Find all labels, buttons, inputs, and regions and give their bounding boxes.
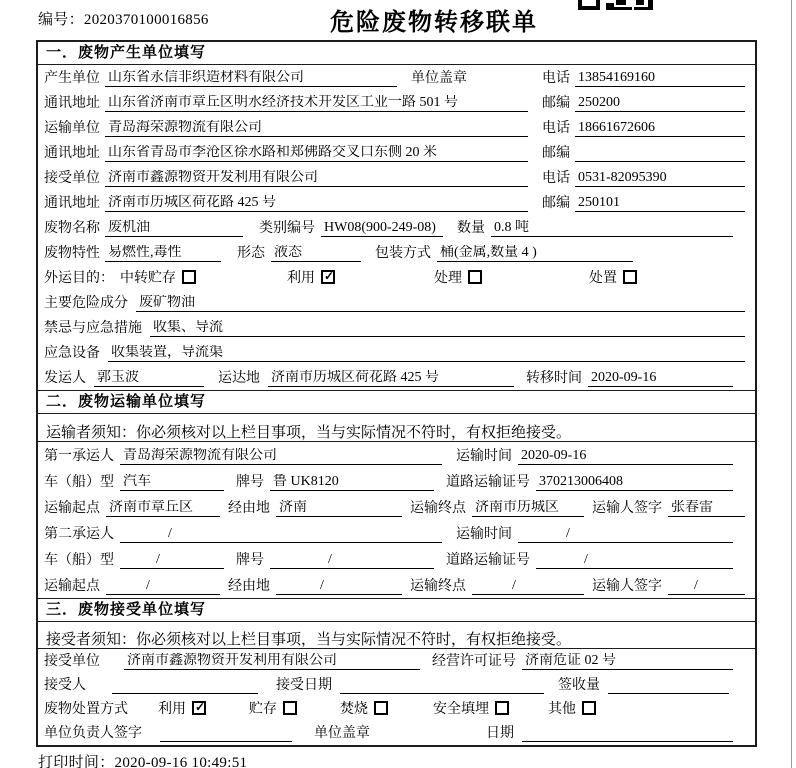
row-address-left xyxy=(44,92,542,112)
row-accept-unit xyxy=(38,649,755,673)
row-disposal-method xyxy=(38,697,755,721)
license-label: 经营许可证号 xyxy=(432,654,516,669)
waste-character-value: 易燃性,毒性 xyxy=(105,245,221,262)
hazard-component-value: 废矿物油 xyxy=(136,295,745,312)
road-permit-2-value: / xyxy=(536,552,733,569)
receiver-address-value: 济南市历城区荷花路 425 号 xyxy=(105,195,528,212)
taboo-measures-label: 禁忌与应急措施 xyxy=(44,321,142,336)
vehicle-type-2-value: / xyxy=(120,552,224,569)
print-time xyxy=(38,751,247,768)
head-signature-value xyxy=(160,726,292,742)
origin-2-value: / xyxy=(106,578,220,595)
transfer-purpose-label: 外运目的： xyxy=(44,271,114,286)
row-waste-name xyxy=(38,215,755,240)
row-second-carrier xyxy=(38,520,755,546)
hazard-component-label: 主要危险成分 xyxy=(44,296,128,311)
document-header xyxy=(0,0,796,40)
second-carrier-label: 第二承运人 xyxy=(44,527,114,542)
producer-address-value: 山东省济南市章丘区明水经济技术开发区工业一路 501 号 xyxy=(105,95,528,112)
road-permit-label: 道路运输证号 xyxy=(446,475,530,490)
packing-value: 桶(金属,数量 4 ) xyxy=(437,245,633,262)
receiver-notice: 接受者须知：你必须核对以上栏目事项，当与实际情况不符时，有权拒绝接受。 xyxy=(38,622,755,649)
row-transfer-purpose xyxy=(38,265,755,290)
plate-number-value: 鲁 UK8120 xyxy=(270,474,434,491)
emergency-equipment-value: 收集装置，导流渠 xyxy=(108,345,745,362)
producer-unit-value: 山东省永信非织造材料有限公司 xyxy=(105,70,397,87)
purpose-option-label: 利用 xyxy=(287,271,315,286)
second-carrier-value: / xyxy=(120,526,442,543)
row-hazard-component xyxy=(38,290,755,315)
physical-form-label: 形态 xyxy=(237,246,265,261)
transport-unit-value: 青岛海荣源物流有限公司 xyxy=(105,120,528,137)
row-shipper xyxy=(38,365,755,390)
receiver-phone-value: 0531-82095390 xyxy=(575,170,745,187)
row-producer-address xyxy=(38,90,755,115)
vehicle-type-label: 车（船）型 xyxy=(44,475,114,490)
waste-name-value: 废机油 xyxy=(105,220,243,237)
transfer-form-table xyxy=(36,40,757,747)
origin-value: 济南市章丘区 xyxy=(106,500,220,517)
via-label: 经由地 xyxy=(228,579,270,594)
row-vehicle-2 xyxy=(38,546,755,572)
accept-date-label: 接受日期 xyxy=(276,678,332,693)
producer-unit-label: 产生单位 xyxy=(44,71,100,86)
accept-date-value xyxy=(340,678,544,694)
address-label: 通讯地址 xyxy=(44,96,100,111)
via-label: 经由地 xyxy=(228,501,270,516)
waste-character-label: 废物特性 xyxy=(44,246,100,261)
checkbox-disposal-landfill xyxy=(496,702,508,714)
disposal-option-landfill xyxy=(433,698,508,718)
producer-phone-value: 13854169160 xyxy=(575,70,745,87)
via-2-value: / xyxy=(276,578,402,595)
purpose-option-recycle xyxy=(287,267,334,287)
vehicle-type-label: 车（船）型 xyxy=(44,553,114,568)
unit-seal-label: 单位盖章 xyxy=(411,71,467,86)
origin-label: 运输起点 xyxy=(44,579,100,594)
disposal-option-label: 贮存 xyxy=(249,702,277,717)
purpose-option-label: 中转贮存 xyxy=(120,271,176,286)
terminus-label: 运输终点 xyxy=(410,501,466,516)
carrier-sign-value: 张春雷 xyxy=(668,500,745,517)
transport-address-value: 山东省青岛市李沧区徐水路和郑佛路交叉口东侧 20 米 xyxy=(105,145,528,162)
zip-label: 邮编 xyxy=(542,96,570,111)
row-waste-character xyxy=(38,240,755,265)
carrier-sign-2-value: / xyxy=(668,578,745,595)
transport-time-label: 运输时间 xyxy=(456,449,512,464)
disposal-option-incinerate xyxy=(340,698,387,718)
checkbox-disposal-other xyxy=(583,702,595,714)
quantity-value: 0.8 吨 xyxy=(491,220,733,237)
first-carrier-label: 第一承运人 xyxy=(44,449,114,464)
destination-label: 运达地 xyxy=(218,371,260,386)
waste-name-label: 废物名称 xyxy=(44,221,100,236)
row-emergency-equipment xyxy=(38,340,755,365)
qr-code-fragment xyxy=(578,0,654,10)
vehicle-type-value: 汽车 xyxy=(120,474,224,491)
packing-label: 包装方式 xyxy=(375,246,431,261)
row-receiver-unit xyxy=(38,165,755,190)
row-route-2 xyxy=(38,572,755,598)
terminus-label: 运输终点 xyxy=(410,579,466,594)
phone-label: 电话 xyxy=(542,171,570,186)
plate-number-label: 牌号 xyxy=(236,475,264,490)
row-head-signature xyxy=(38,721,755,745)
unit-seal-label: 单位盖章 xyxy=(314,726,370,741)
plate-number-2-value: / xyxy=(270,552,434,569)
page-edge-line xyxy=(791,0,792,768)
via-value: 济南 xyxy=(276,500,402,517)
zip-label: 邮编 xyxy=(542,196,570,211)
category-code-value: HW08(900-249-08) xyxy=(321,220,443,237)
row-receiver-address xyxy=(38,190,755,215)
checkbox-disposal-incinerate xyxy=(375,702,387,714)
physical-form-value: 液态 xyxy=(271,245,361,262)
disposal-option-label: 安全填埋 xyxy=(433,702,489,717)
row-acceptor xyxy=(38,673,755,697)
document-title: 危险废物转移联单 xyxy=(330,9,538,36)
row-address-left xyxy=(44,192,542,212)
receiver-zip-value: 250101 xyxy=(575,195,745,212)
origin-label: 运输起点 xyxy=(44,501,100,516)
accept-unit-value: 济南市鑫源物资开发利用有限公司 xyxy=(124,653,420,670)
road-permit-value: 370213006408 xyxy=(536,474,733,491)
quantity-label: 数量 xyxy=(457,221,485,236)
phone-label: 电话 xyxy=(542,71,570,86)
category-code-label: 类别编号 xyxy=(259,221,315,236)
purpose-option-label: 处置 xyxy=(589,271,617,286)
terminus-value: 济南市历城区 xyxy=(472,500,584,517)
row-taboo-measures xyxy=(38,315,755,340)
print-time-value: 2020-09-16 10:49:51 xyxy=(114,755,248,768)
disposal-option-label: 其他 xyxy=(548,702,576,717)
carrier-sign-label: 运输人签字 xyxy=(592,579,662,594)
transfer-time-value: 2020-09-16 xyxy=(588,370,733,387)
checkbox-recycle xyxy=(322,271,334,283)
transport-time-2-value: / xyxy=(518,526,733,543)
receiver-unit-label: 接受单位 xyxy=(44,171,100,186)
disposal-option-storage xyxy=(249,698,296,718)
plate-number-label: 牌号 xyxy=(236,553,264,568)
purpose-option-storage xyxy=(120,267,195,287)
transport-phone-value: 18661672606 xyxy=(575,120,745,137)
shipper-label: 发运人 xyxy=(44,371,86,386)
row-route-1 xyxy=(38,494,755,520)
shipper-value: 郭玉波 xyxy=(94,370,204,387)
date-label: 日期 xyxy=(486,726,514,741)
taboo-measures-value: 收集、导流 xyxy=(150,320,745,337)
print-time-label: 打印时间： xyxy=(38,755,115,768)
row-address-left xyxy=(44,142,542,162)
transport-zip-value xyxy=(575,146,745,162)
date-value xyxy=(522,726,733,742)
row-producer-unit xyxy=(38,65,755,90)
purpose-option-label: 处理 xyxy=(434,271,462,286)
accept-unit-label: 接受单位 xyxy=(44,654,100,669)
address-label: 通讯地址 xyxy=(44,146,100,161)
disposal-option-other xyxy=(548,698,595,718)
row-receiver-left xyxy=(44,167,542,187)
form-number-label: 编号： xyxy=(38,12,84,28)
address-label: 通讯地址 xyxy=(44,196,100,211)
signed-amount-label: 签收量 xyxy=(558,678,600,693)
disposal-option-label: 利用 xyxy=(158,702,186,717)
section-2-title: 二．废物运输单位填写 xyxy=(38,390,755,414)
transport-time-label: 运输时间 xyxy=(456,527,512,542)
row-transport-left xyxy=(44,117,542,137)
zip-label: 邮编 xyxy=(542,146,570,161)
terminus-2-value: / xyxy=(472,578,584,595)
first-carrier-value: 青岛海荣源物流有限公司 xyxy=(120,448,442,465)
transporter-notice: 运输者须知：你必须核对以上栏目事项，当与实际情况不符时，有权拒绝接受。 xyxy=(38,414,755,442)
section-1-title: 一．废物产生单位填写 xyxy=(38,42,755,65)
row-first-carrier xyxy=(38,442,755,468)
row-transport-unit xyxy=(38,115,755,140)
form-number-value: 2020370100016856 xyxy=(83,12,209,28)
producer-zip-value: 250200 xyxy=(575,95,745,112)
road-permit-label: 道路运输证号 xyxy=(446,553,530,568)
purpose-option-dispose xyxy=(589,267,636,287)
form-number xyxy=(38,8,209,29)
transfer-time-label: 转移时间 xyxy=(526,371,582,386)
carrier-sign-label: 运输人签字 xyxy=(592,501,662,516)
transport-unit-label: 运输单位 xyxy=(44,121,100,136)
emergency-equipment-label: 应急设备 xyxy=(44,346,100,361)
disposal-method-label: 废物处置方式 xyxy=(44,702,128,717)
checkbox-disposal-recycle xyxy=(193,702,205,714)
disposal-option-recycle xyxy=(158,698,205,718)
checkbox-disposal-storage xyxy=(284,702,296,714)
row-transport-address xyxy=(38,140,755,165)
checkbox-transfer-storage xyxy=(183,271,195,283)
purpose-option-treat xyxy=(434,267,481,287)
acceptor-value xyxy=(112,678,258,694)
transport-time-value: 2020-09-16 xyxy=(518,448,733,465)
acceptor-label: 接受人 xyxy=(44,678,86,693)
signed-amount-value xyxy=(608,678,729,694)
head-signature-label: 单位负责人签字 xyxy=(44,726,142,741)
phone-label: 电话 xyxy=(542,121,570,136)
checkbox-dispose xyxy=(624,271,636,283)
section-3-title: 三．废物接受单位填写 xyxy=(38,598,755,622)
receiver-unit-value: 济南市鑫源物资开发利用有限公司 xyxy=(105,170,528,187)
row-producer-left xyxy=(44,67,542,87)
destination-value: 济南市历城区荷花路 425 号 xyxy=(268,370,514,387)
checkbox-treat xyxy=(469,271,481,283)
row-vehicle-1 xyxy=(38,468,755,494)
license-value: 济南危证 02 号 xyxy=(522,653,733,670)
disposal-option-label: 焚烧 xyxy=(340,702,368,717)
